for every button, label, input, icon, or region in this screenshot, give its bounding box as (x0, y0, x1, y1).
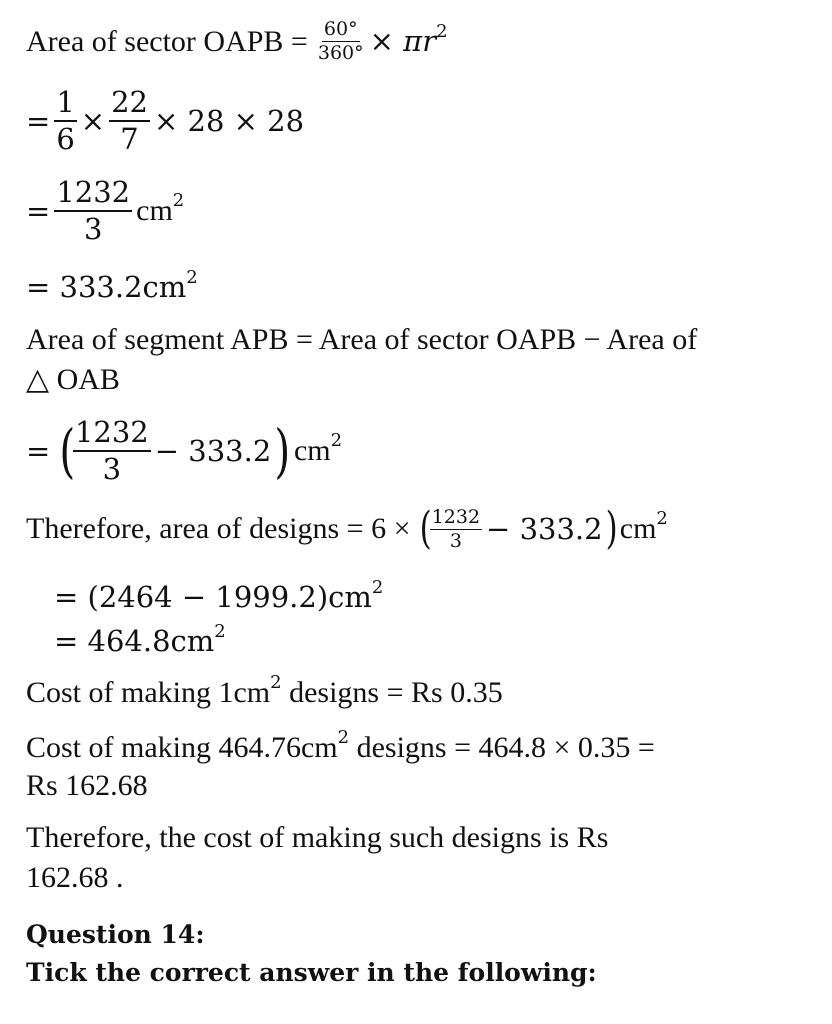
fraction-denominator: 7 (120, 122, 139, 156)
fraction-1232-thirds (54, 175, 132, 246)
step5-line (54, 576, 384, 614)
exponent: 2 (214, 620, 226, 642)
fraction-one-sixth (54, 85, 76, 156)
exponent: 2 (172, 190, 185, 212)
close-paren: ) (274, 417, 291, 485)
exponent: 2 (186, 266, 198, 288)
fraction-denominator: 3 (449, 529, 462, 552)
equals-sign: = (26, 193, 51, 228)
fraction-1232-thirds (73, 415, 151, 486)
fraction-twentytwo-sevenths (109, 85, 150, 156)
unit-cm: cm (293, 434, 331, 467)
product-rest: × 28 × 28 (153, 103, 305, 138)
total-cost-pre: Cost of making 464.76cm (26, 731, 338, 764)
fraction-numerator: 1232 (73, 418, 151, 452)
times-sign: × (80, 103, 106, 138)
designs-area-line (26, 503, 668, 554)
total-cost-line2 (26, 771, 148, 801)
fraction-denominator: 3 (102, 452, 122, 486)
fraction-numerator: 1 (54, 88, 76, 122)
step3-line (26, 266, 198, 304)
fraction-denominator: 360° (317, 42, 364, 64)
fraction-denominator: 6 (56, 122, 75, 156)
close-paren: ) (605, 503, 618, 554)
unit-cm: cm (136, 194, 173, 227)
step6-text: = 464.8cm (54, 624, 215, 658)
open-paren: ( (419, 503, 432, 554)
unit-cm: cm (619, 512, 657, 545)
step1-line (26, 85, 305, 156)
fraction-1232-thirds (430, 505, 482, 552)
exponent: 2 (337, 727, 350, 749)
exponent: 2 (371, 576, 384, 598)
question-title: Question 14: (26, 920, 205, 949)
question-instruction: Tick the correct answer in the following: (26, 958, 597, 987)
equals-sign: = (26, 433, 51, 468)
designs-area-label: Therefore, area of designs = 6 × (26, 512, 411, 545)
pi-r-term: × πr (369, 24, 437, 58)
total-cost-post: designs = 464.8 × 0.35 = (349, 731, 655, 764)
exponent: 2 (270, 672, 282, 694)
conclusion-amount: 162.68 . (26, 861, 124, 894)
step5-text: = (2464 − 1999.2)cm (54, 580, 372, 614)
segment-area-text: Area of segment APB = Area of sector OAPB − Area of (26, 323, 698, 356)
conclusion-line2 (26, 863, 124, 893)
segment-area-line1 (26, 325, 697, 355)
minus-term: − 333.2 (486, 511, 603, 546)
open-paren: ( (59, 417, 76, 485)
total-cost-line1 (26, 727, 655, 764)
conclusion-line1 (26, 823, 608, 853)
equals-sign: = (26, 103, 51, 138)
exponent: 2 (330, 430, 343, 452)
cost-per-unit-line (26, 672, 503, 709)
fraction-denominator: 3 (83, 212, 103, 246)
step2-line (26, 175, 185, 246)
sector-area-fraction (316, 20, 366, 63)
total-cost-result: Rs 162.68 (26, 769, 148, 802)
step4-line (26, 415, 343, 486)
minus-term: − 333.2 (154, 433, 272, 468)
cost-per-unit-post: designs = Rs 0.35 (281, 676, 503, 709)
segment-area-line2 (26, 365, 120, 395)
conclusion-text: Therefore, the cost of making such designs is Rs (26, 821, 609, 854)
step6-line (54, 620, 226, 658)
fraction-numerator: 22 (109, 88, 150, 122)
cost-per-unit-pre: Cost of making 1cm (26, 676, 271, 709)
triangle-oab: △ OAB (26, 363, 120, 396)
sector-area-line (26, 20, 448, 63)
exponent: 2 (656, 508, 668, 530)
fraction-numerator: 1232 (431, 505, 481, 528)
fraction-numerator: 60° (323, 18, 358, 40)
step3-text: = 333.2cm (26, 270, 187, 304)
fraction-numerator: 1232 (54, 178, 132, 212)
exponent: 2 (436, 20, 448, 42)
sector-area-label: Area of sector OAPB = (26, 24, 308, 58)
